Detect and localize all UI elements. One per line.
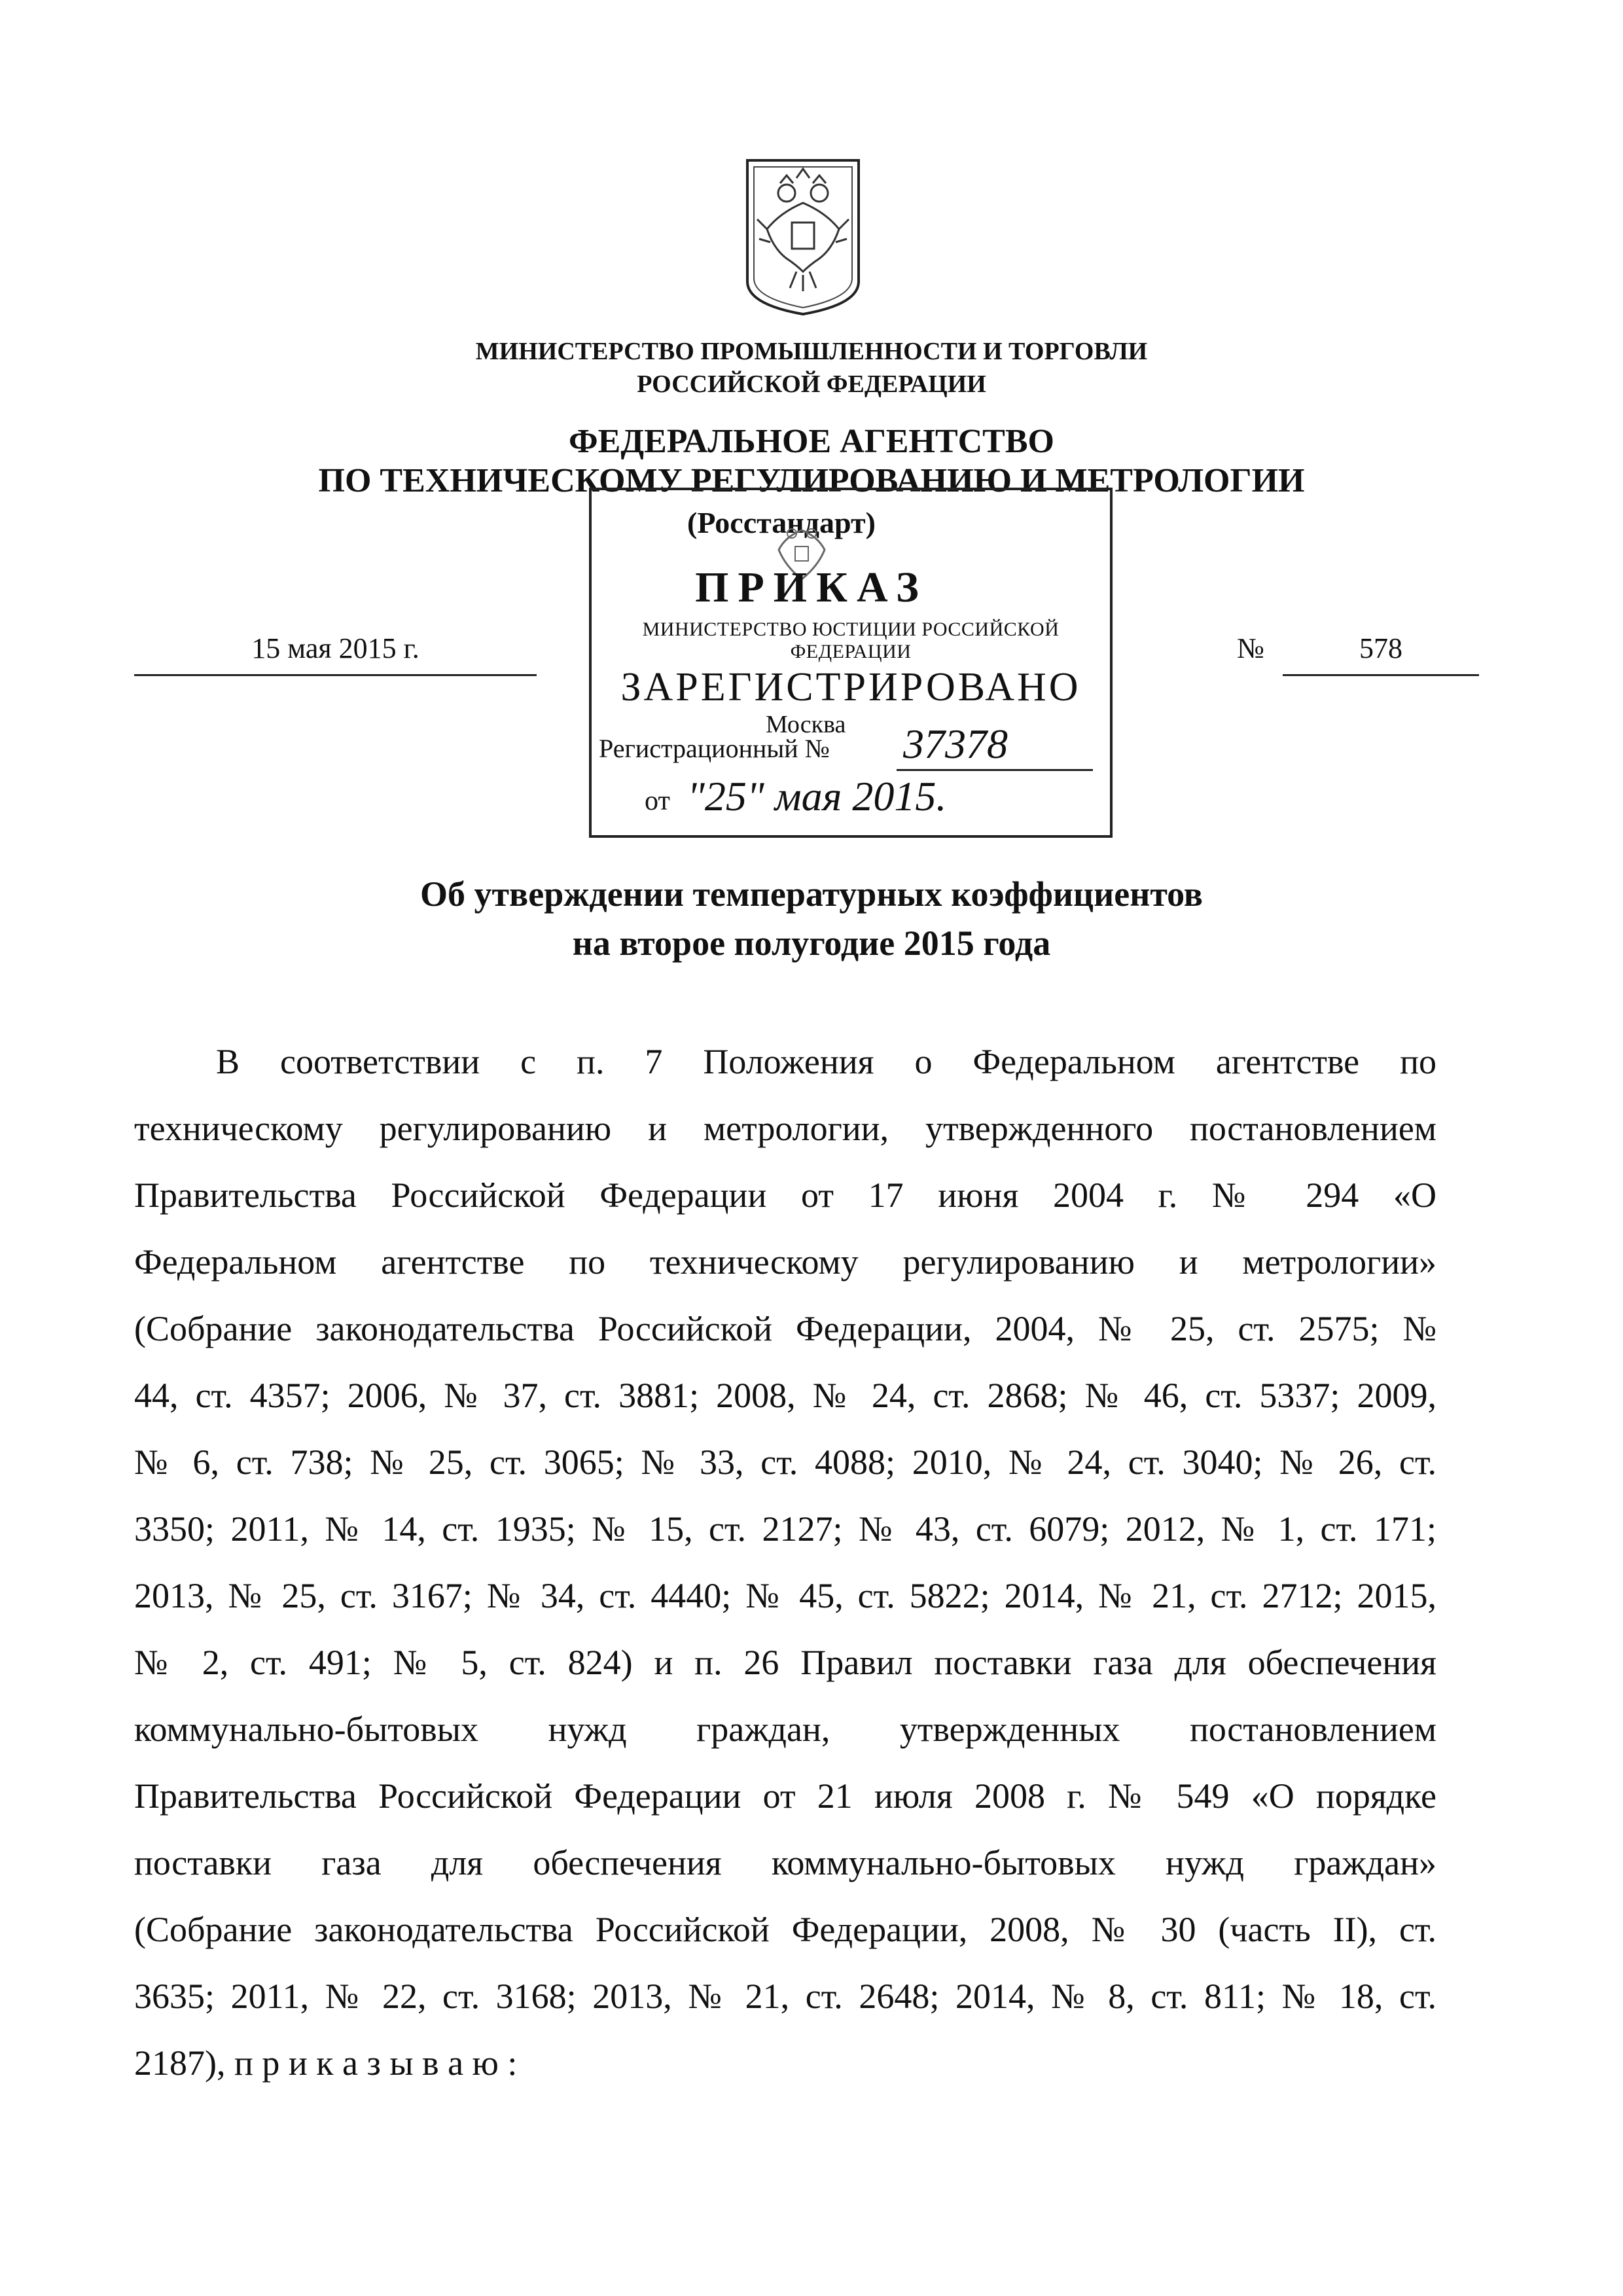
document-title-line1: Об утверждении температурных коэффициентов bbox=[420, 874, 1203, 914]
order-number: 578 bbox=[1359, 632, 1402, 664]
stamp-reg-number-value: 37378 bbox=[903, 721, 1008, 767]
stamp-city: Москва bbox=[766, 711, 846, 738]
stamp-reg-date: "25" мая 2015. bbox=[687, 773, 947, 819]
stamp-ministry-text: МИНИСТЕРСТВО ЮСТИЦИИ РОССИЙСКОЙ ФЕДЕРАЦИИ bbox=[642, 619, 1060, 662]
body-line-1: В соответствии с п. 7 Положения о Федеральном агентстве по bbox=[216, 1042, 1436, 1081]
document-title-line2: на второе полугодие 2015 года bbox=[572, 924, 1051, 963]
body-line-6: 44, ст. 4357; 2006, № 37, ст. 3881; 2008, № 24, ст. 2868; № 46, ст. 5337; 2009, bbox=[134, 1376, 1436, 1415]
agency-name-line2: ПО ТЕХНИЧЕСКОМУ РЕГУЛИРОВАНИЮ И МЕТРОЛОГИИ bbox=[318, 462, 1305, 499]
body-line-7: № 6, ст. 738; № 25, ст. 3065; № 33, ст. 4088; 2010, № 24, ст. 3040; № 26, ст. bbox=[134, 1443, 1436, 1482]
body-line-12: Правительства Российской Федерации от 21 июля 2008 г. № 549 «О порядке bbox=[134, 1776, 1436, 1816]
order-date-underline bbox=[134, 674, 537, 676]
stamp-status-text: ЗАРЕГИСТРИРОВАНО bbox=[620, 665, 1081, 709]
agency-abbreviation: (Росстандарт) bbox=[687, 506, 876, 539]
stamp-reg-number-underline bbox=[897, 769, 1093, 771]
stamp-reg-number-label: Регистрационный № bbox=[599, 734, 830, 763]
body-line-9: 2013, № 25, ст. 3167; № 34, ст. 4440; № 45, ст. 5822; 2014, № 21, ст. 2712; 2015, bbox=[134, 1576, 1436, 1615]
body-line-3: Правительства Российской Федерации от 17 июня 2004 г. № 294 «О bbox=[134, 1175, 1436, 1215]
body-line-4: Федеральном агентстве по техническому регулированию и метрологии» bbox=[134, 1242, 1436, 1282]
body-line-2: техническому регулированию и метрологии, утвержденного постановлением bbox=[134, 1109, 1436, 1148]
coat-of-arms-emblem bbox=[734, 151, 872, 317]
body-line-10: № 2, ст. 491; № 5, ст. 824) и п. 26 Правил поставки газа для обеспечения bbox=[134, 1643, 1436, 1682]
stamp-from-label: от bbox=[645, 786, 670, 816]
body-line-8: 3350; 2011, № 14, ст. 1935; № 15, ст. 2127; № 43, ст. 6079; 2012, № 1, ст. 171; bbox=[134, 1509, 1436, 1549]
body-line-13: поставки газа для обеспечения коммунально-бытовых нужд граждан» bbox=[134, 1843, 1436, 1882]
document-type-heading: ПРИКАЗ bbox=[695, 564, 928, 611]
ministry-name-line1: МИНИСТЕРСТВО ПРОМЫШЛЕННОСТИ И ТОРГОВЛИ bbox=[475, 338, 1148, 365]
agency-name-line1: ФЕДЕРАЛЬНОЕ АГЕНТСТВО bbox=[569, 423, 1054, 460]
body-line-11: коммунально-бытовых нужд граждан, утвержденных постановлением bbox=[134, 1710, 1436, 1749]
order-number-underline bbox=[1283, 674, 1479, 676]
ministry-name-line2: РОССИЙСКОЙ ФЕДЕРАЦИИ bbox=[637, 370, 986, 398]
body-line-14: (Собрание законодательства Российской Федерации, 2008, № 30 (часть II), ст. bbox=[134, 1910, 1436, 1949]
body-line-16: 2187), п р и к а з ы в а ю : bbox=[134, 2043, 518, 2083]
body-line-15: 3635; 2011, № 22, ст. 3168; 2013, № 21, ст. 2648; 2014, № 8, ст. 811; № 18, ст. bbox=[134, 1977, 1436, 2016]
order-number-sign: № bbox=[1237, 632, 1264, 664]
order-date: 15 мая 2015 г. bbox=[251, 632, 419, 664]
body-line-5: (Собрание законодательства Российской Федерации, 2004, № 25, ст. 2575; № bbox=[134, 1309, 1436, 1348]
